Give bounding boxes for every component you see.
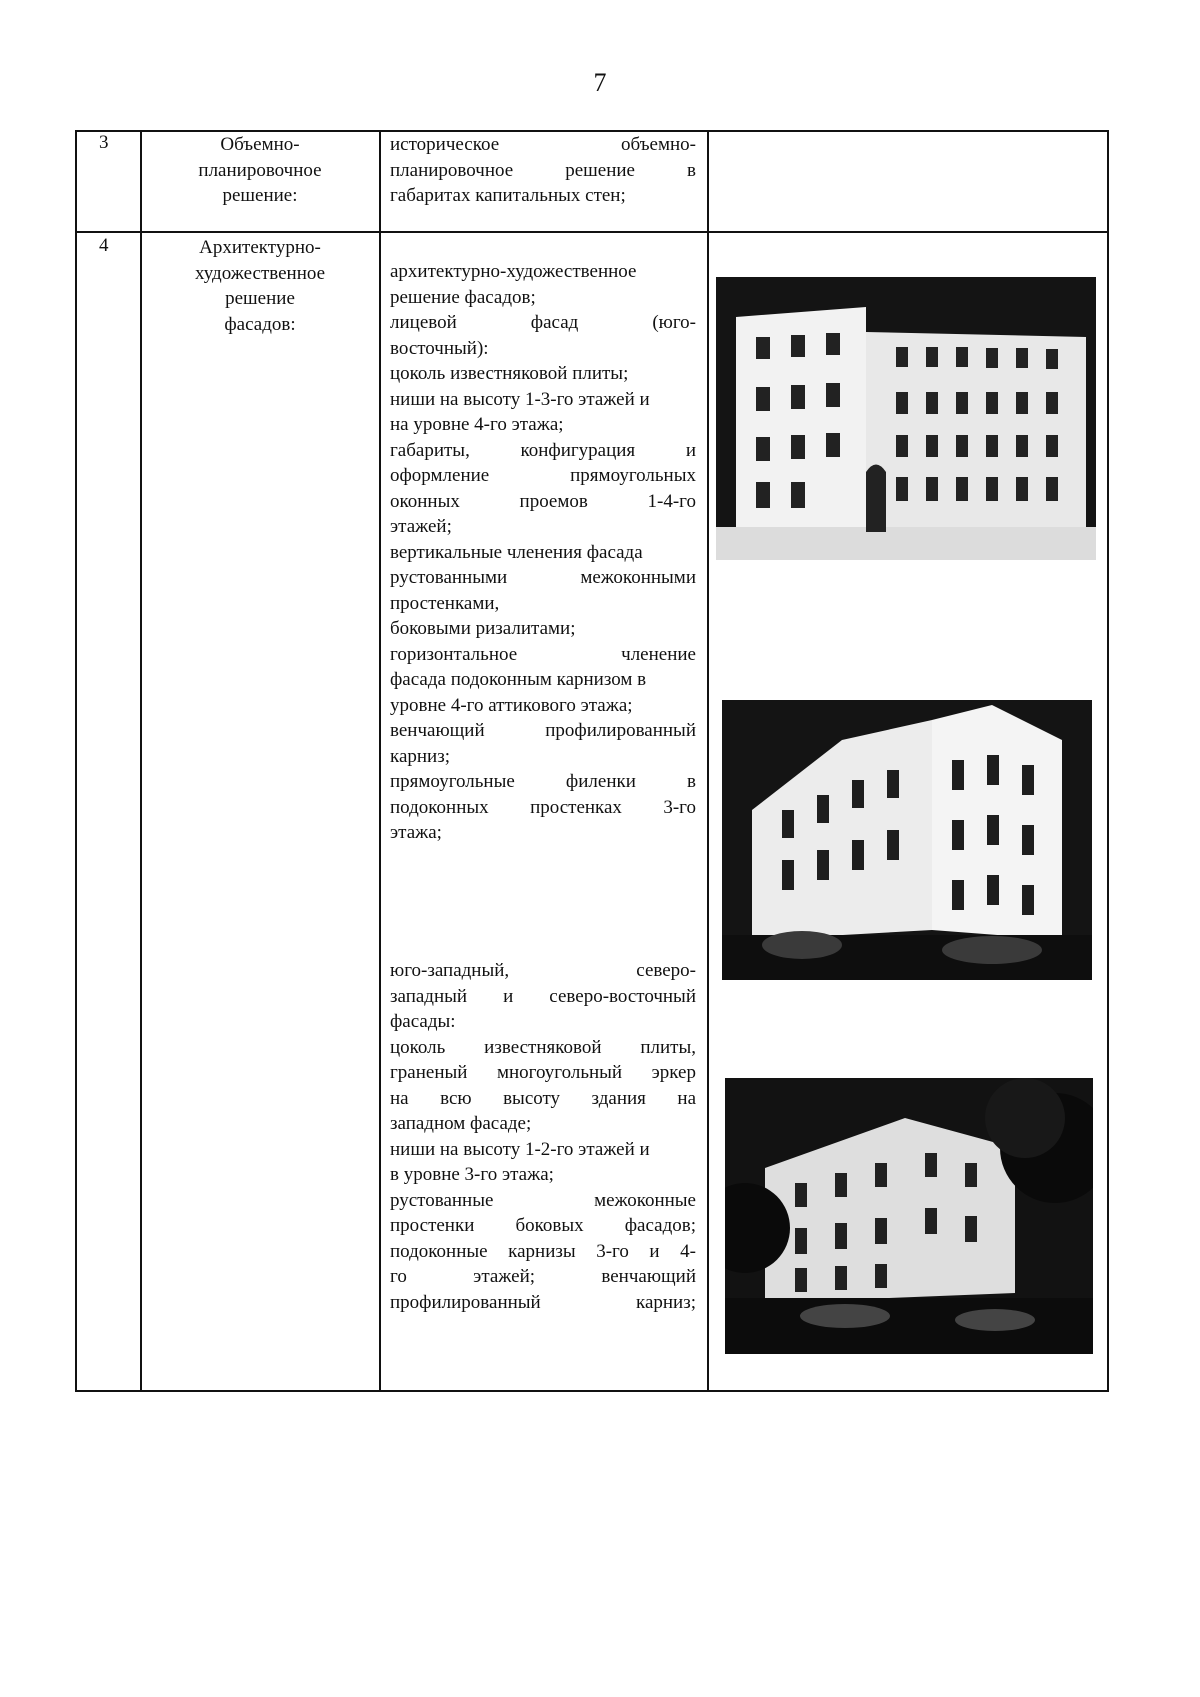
text-line: на уровне 4-го этажа;: [390, 414, 564, 435]
row-description: [390, 132, 696, 209]
row-number: 3: [99, 132, 109, 153]
row-number: 4: [99, 235, 109, 256]
text-line: юго-западный, северо-: [390, 960, 696, 981]
row-title: [143, 132, 377, 209]
text-line: го этажей; венчающий: [390, 1266, 696, 1287]
text-line: планировочное решение в: [390, 159, 696, 181]
page-number: 7: [593, 68, 607, 97]
column-divider: [140, 132, 142, 1390]
text-line: фасады:: [390, 1011, 456, 1032]
building-photo-icon: [716, 277, 1096, 560]
text-line: цоколь известняковой плиты;: [390, 363, 629, 384]
row-description: [390, 958, 696, 1315]
text-line: подоконные карнизы 3-го и 4-: [390, 1240, 696, 1262]
text-line: горизонтальное членение: [390, 643, 696, 665]
text-line: Объемно-: [220, 134, 300, 155]
text-line: ниши на высоту 1-2-го этажей и: [390, 1138, 650, 1160]
text-line: прямоугольные филенки в: [390, 771, 696, 792]
text-line: Архитектурно-: [199, 237, 321, 258]
text-line: рустованные межоконные: [390, 1189, 696, 1211]
facade-photo: [722, 700, 1092, 980]
text-line: уровне 4-го аттикового этажа;: [390, 694, 633, 716]
text-line: боковыми ризалитами;: [390, 618, 576, 639]
text-line: фасадов:: [224, 313, 296, 335]
text-line: венчающий профилированный: [390, 720, 696, 741]
text-line: лицевой фасад (юго-: [390, 312, 696, 333]
text-line: оконных проемов 1-4-го: [390, 490, 696, 512]
column-divider: [707, 132, 709, 1390]
text-line: решение: [225, 288, 295, 309]
text-line: в уровне 3-го этажа;: [390, 1164, 554, 1185]
text-line: решение фасадов;: [390, 286, 536, 308]
text-line: габариты, конфигурация и: [390, 439, 696, 461]
facade-photo: [725, 1078, 1093, 1354]
text-line: карниз;: [390, 745, 450, 767]
text-line: этажей;: [390, 516, 452, 537]
text-line: простенками,: [390, 592, 500, 614]
text-line: ниши на высоту 1-3-го этажей и: [390, 388, 650, 410]
building-photo-icon: [722, 700, 1092, 980]
text-line: решение:: [222, 185, 298, 206]
text-line: фасада подоконным карнизом в: [390, 669, 647, 690]
row-title: [143, 235, 377, 337]
text-line: оформление прямоугольных: [390, 465, 696, 486]
text-line: архитектурно-художественное: [390, 261, 637, 282]
building-photo-icon: [725, 1078, 1093, 1354]
text-line: подоконных простенках 3-го: [390, 796, 696, 818]
text-line: цоколь известняковой плиты,: [390, 1036, 696, 1058]
text-line: рустованными межоконными: [390, 567, 696, 588]
row-divider: [77, 231, 1107, 233]
text-line: габаритах капитальных стен;: [390, 185, 626, 206]
text-line: западный и северо-восточный: [390, 985, 696, 1007]
text-line: вертикальные членения фасада: [390, 541, 643, 563]
text-line: планировочное: [198, 159, 322, 181]
text-line: восточный):: [390, 337, 489, 359]
facade-photo: [716, 277, 1096, 560]
column-divider: [379, 132, 381, 1390]
text-line: профилированный карниз;: [390, 1291, 696, 1313]
text-line: граненый многоугольный эркер: [390, 1062, 696, 1083]
protection-subject-table: [75, 130, 1109, 1392]
text-line: историческое объемно-: [390, 134, 696, 155]
text-line: этажа;: [390, 822, 442, 843]
text-line: на всю высоту здания на: [390, 1087, 696, 1109]
text-line: художественное: [194, 262, 326, 284]
row-description: [390, 259, 696, 846]
text-line: простенки боковых фасадов;: [390, 1215, 696, 1236]
text-line: западном фасаде;: [390, 1113, 532, 1134]
